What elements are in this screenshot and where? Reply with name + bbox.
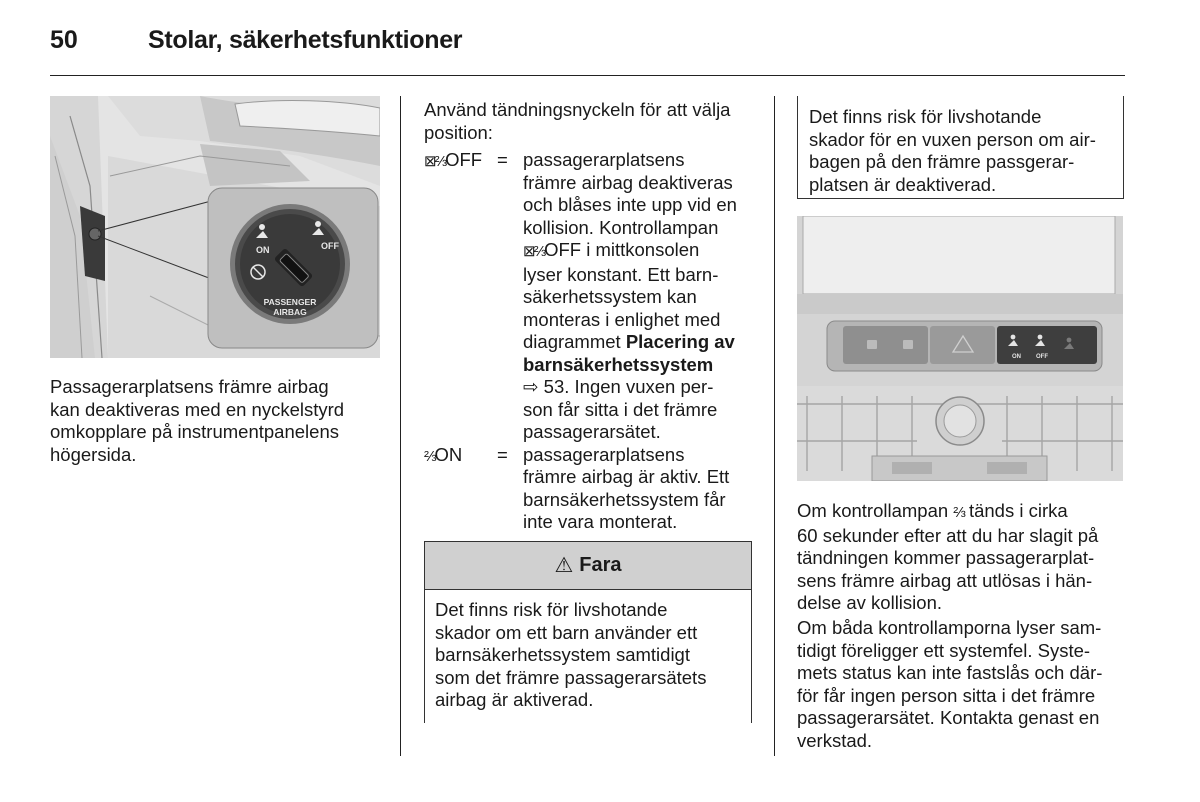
- switch-name-line1: PASSENGER: [263, 297, 317, 307]
- paragraph-system-fault: Om båda kontrollamporna lyser sam- tidigt föreligger ett systemfel. Syste- mets status kan inte fastslås och där- för får ingen person sitta i det främre passagerarsätet. Kontakta genast en verkstad.: [797, 617, 1103, 751]
- danger-warning-box: [424, 541, 752, 723]
- switch-on-label: ON: [256, 245, 270, 255]
- switch-off-label: OFF: [321, 241, 339, 251]
- center-console-illustration: [797, 216, 1123, 481]
- airbag-on-icon: ⅔: [953, 504, 964, 521]
- intro-text: Använd tändningsnyckeln för att välja position:: [424, 99, 731, 143]
- warning-triangle-icon: ⚠: [554, 554, 574, 577]
- warning-header: ⚠ Fara: [425, 542, 751, 590]
- header-divider: [50, 75, 1125, 76]
- console-on-label: ON: [1012, 354, 1021, 360]
- page-number: 50: [50, 26, 78, 54]
- column-divider-1: [400, 96, 401, 756]
- switch-name-line2: AIRBAG: [273, 307, 307, 317]
- warning-text: Det finns risk för livshotande skador om ett barn använder ett barnsäkerhetssystem samtidigt som det främre passagerarsätets airbag är aktiverad.: [435, 599, 707, 710]
- definition-off: ⊠⅔OFF = passagerarplatsens främre airbag deaktiveras och blåses inte upp vid en kollision. Kontrollampan ⊠⅔OFF i mittkonsolen lyser konstant. Ett barn- säkerhetssystem kan monteras i enlighet med diagrammet Placering av barnsäkerhetssystem ⇨ 53. Ingen vuxen per- son får sitta i det främre passagerarsätet.: [424, 149, 754, 444]
- airbag-switch-illustration: [50, 96, 380, 358]
- console-off-label: OFF: [1036, 354, 1048, 360]
- page-title: Stolar, säkerhetsfunktioner: [148, 26, 463, 54]
- airbag-off-icon: ⊠⅔: [424, 153, 446, 170]
- cross-reference-link[interactable]: barnsäkerhetssystem: [523, 353, 714, 375]
- airbag-on-icon: ⅔: [424, 447, 435, 465]
- column-divider-2: [774, 96, 775, 756]
- definition-list: [424, 149, 754, 534]
- definition-on: ⅔ON = passagerarplatsens främre airbag är aktiv. Ett barnsäkerhetssystem får inte vara monterat.: [424, 443, 730, 532]
- paragraph-control-lamp: Om kontrollampan ⅔ tänds i cirka 60 sekunder efter att du har slagit på tändningen kommer passagerarplat- sens främre airbag att utlösas i hän- delse av kollision.: [797, 500, 1099, 613]
- note-box: Det finns risk för livshotande skador för en vuxen person om air- bagen på den främre passgerar- platsen är deaktiverad.: [797, 96, 1124, 199]
- arrow-right-icon: ⇨: [523, 376, 544, 397]
- figure-caption: Passagerarplatsens främre airbag kan deaktiveras med en nyckelstyrd omkopplare på instrumentpanelens högersida.: [50, 376, 345, 465]
- airbag-off-icon: ⊠⅔: [523, 243, 545, 260]
